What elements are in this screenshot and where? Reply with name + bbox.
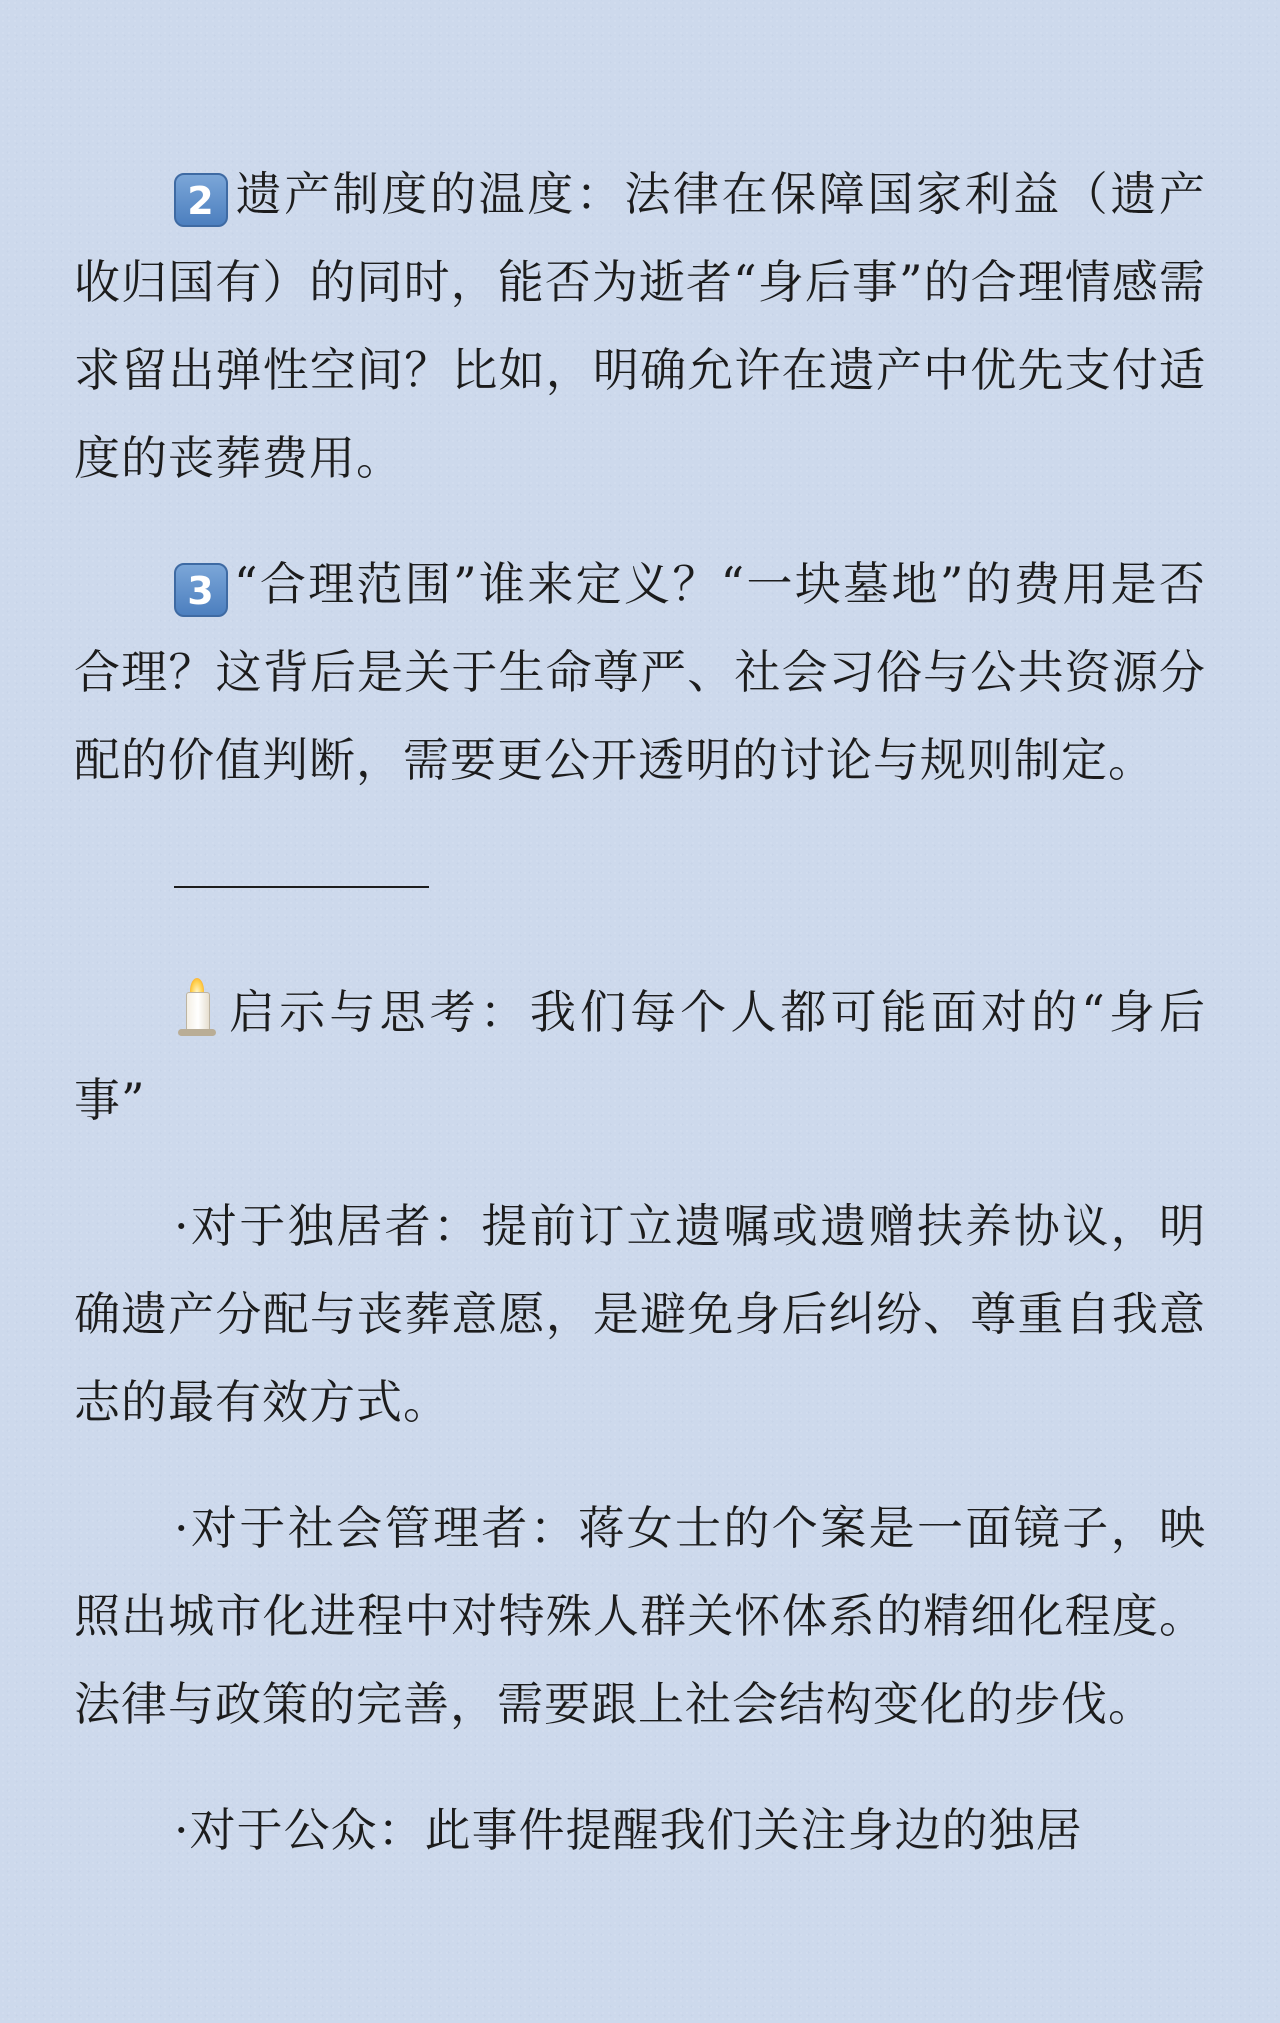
insight-heading-text: 启示与思考：我们每个人都可能面对的“身后事” xyxy=(74,985,1206,1127)
insight-heading xyxy=(74,968,1206,1144)
keycap-digit-two-icon: 2 xyxy=(174,173,228,227)
bullet-text: ·对于社会管理者：蒋女士的个案是一面镜子，映照出城市化进程中对特殊人群关怀体系的精细化程度。法律与政策的完善，需要跟上社会结构变化的步伐。 xyxy=(74,1501,1206,1731)
paragraph-inheritance-warmth xyxy=(74,150,1206,502)
section-divider xyxy=(74,842,1206,930)
divider-line xyxy=(174,886,429,888)
paragraph-reasonable-scope xyxy=(74,540,1206,804)
bullet-public xyxy=(74,1786,1206,1874)
candle-icon xyxy=(174,976,220,1036)
bullet-solitary-residents xyxy=(74,1182,1206,1446)
bullet-text: ·对于公众：此事件提醒我们关注身边的独居 xyxy=(174,1803,1083,1857)
paragraph-text: 遗产制度的温度：法律在保障国家利益（遗产收归国有）的同时，能否为逝者“身后事”的合理情感需求留出弹性空间？比如，明确允许在遗产中优先支付适度的丧葬费用。 xyxy=(74,167,1206,485)
keycap-digit-three-icon: 3 xyxy=(174,563,228,617)
bullet-social-managers xyxy=(74,1484,1206,1748)
bullet-text: ·对于独居者：提前订立遗嘱或遗赠扶养协议，明确遗产分配与丧葬意愿，是避免身后纠纷、尊重自我意志的最有效方式。 xyxy=(74,1199,1206,1429)
paragraph-text: “合理范围”谁来定义？“一块墓地”的费用是否合理？这背后是关于生命尊严、社会习俗与公共资源分配的价值判断，需要更公开透明的讨论与规则制定。 xyxy=(74,557,1206,787)
